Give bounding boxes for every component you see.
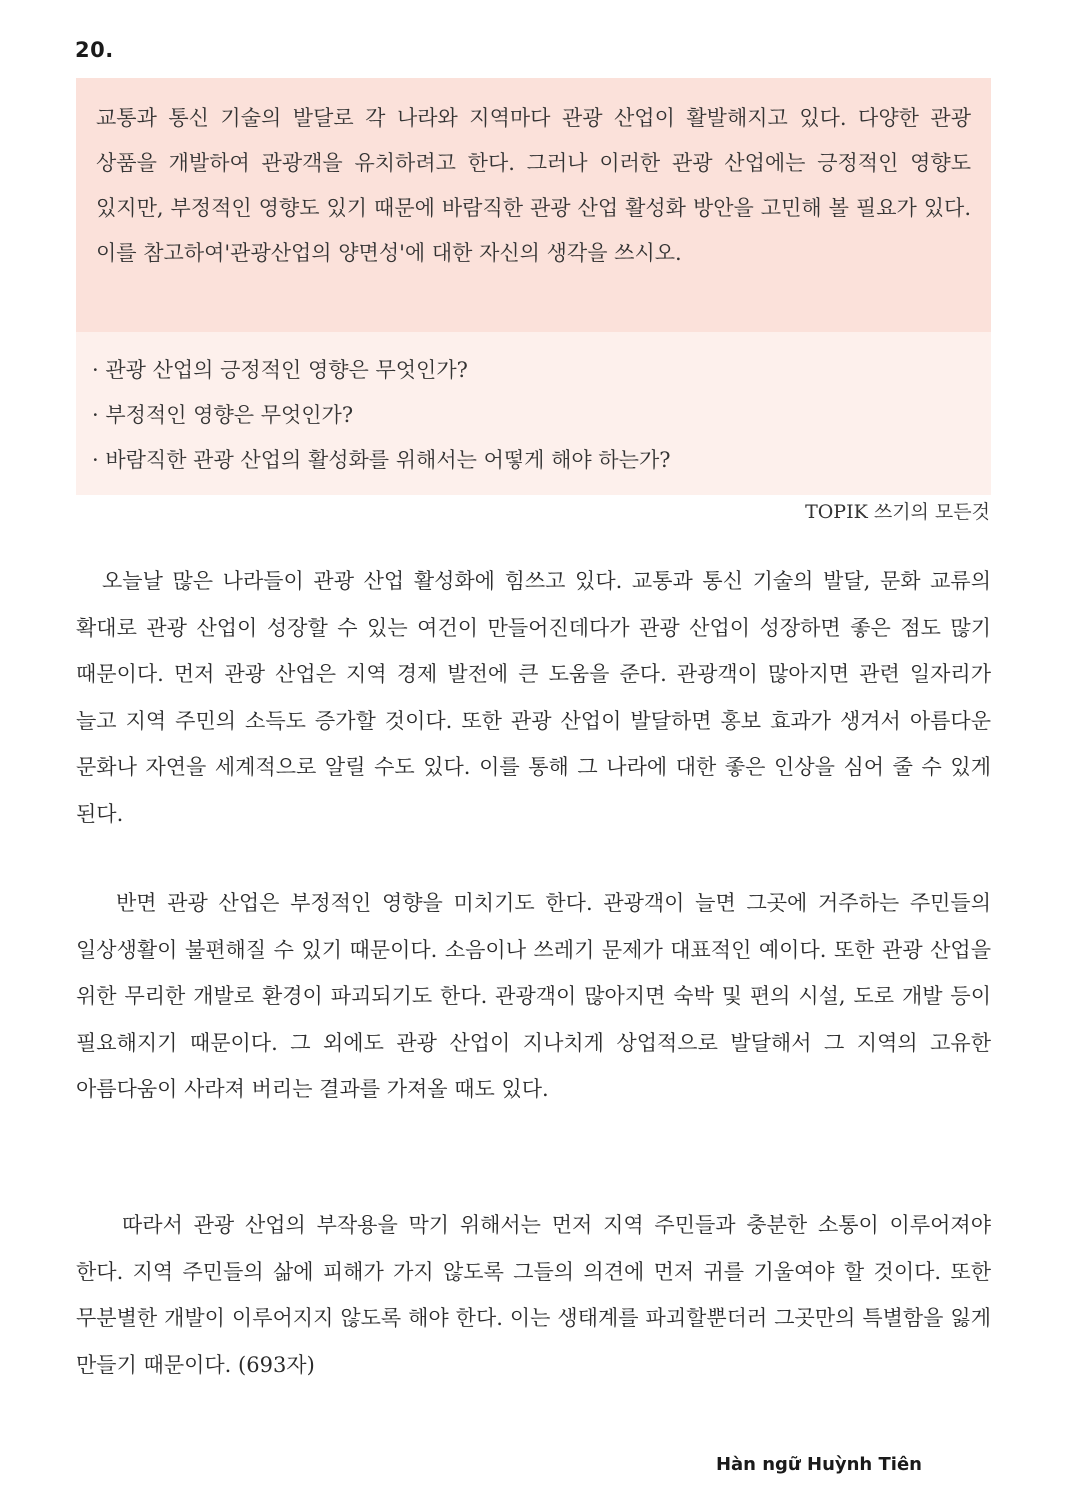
author-signature: Hàn ngữ Huỳnh Tiên: [715, 1454, 922, 1475]
prompt-box: [76, 78, 991, 332]
essay-paragraph-1: 오늘날 많은 나라들이 관광 산업 활성화에 힘쓰고 있다. 교통과 통신 기술의 발달, 문화 교류의 확대로 관광 산업이 성장할 수 있는 여건이 만들어진데다가 관광 산업이 성장하면 좋은 점도 많기 때문이다. 먼저 관광 산업은 지역 경제 발전에 큰 도움을 준다. 관광객이 많아지면 관련 일자리가 늘고 지역 주민의 소득도 증가할 것이다. 또한 관광 산업이 발달하면 홍보 효과가 생겨서 아름다운 문화나 자연을 세계적으로 알릴 수도 있다. 이를 통해 그 나라에 대한 좋은 인상을 심어 줄 수 있게 된다.: [76, 569, 991, 826]
question-number: 20.: [75, 38, 114, 62]
guide-questions-box: [76, 332, 991, 495]
prompt-text: 교통과 통신 기술의 발달로 각 나라와 지역마다 관광 산업이 활발해지고 있다. 다양한 관광 상품을 개발하여 관광객을 유치하려고 한다. 그러나 이러한 관광 산업에는 긍정적인 영향도 있지만, 부정적인 영향도 있기 때문에 바람직한 관광 산업 활성화 방안을 고민해 볼 필요가 있다. 이를 참고하여'관광산업의 양면성'에 대한 자신의 생각을 쓰시오.: [96, 106, 971, 265]
guide-question: · 바람직한 관광 산업의 활성화를 위해서는 어떻게 해야 하는가?: [92, 448, 671, 472]
essay-paragraph-2: 반면 관광 산업은 부정적인 영향을 미치기도 한다. 관광객이 늘면 그곳에 거주하는 주민들의 일상생활이 불편해질 수 있기 때문이다. 소음이나 쓰레기 문제가 대표적인 예이다. 또한 관광 산업을 위한 무리한 개발로 환경이 파괴되기도 한다. 관광객이 많아지면 숙박 및 편의 시설, 도로 개발 등이 필요해지기 때문이다. 그 외에도 관광 산업이 지나치게 상업적으로 발달해서 그 지역의 고유한 아름다움이 사라져 버리는 결과를 가져올 때도 있다.: [76, 891, 991, 1101]
guide-question: · 관광 산업의 긍정적인 영향은 무엇인가?: [92, 358, 468, 382]
guide-question: · 부정적인 영향은 무엇인가?: [92, 403, 354, 427]
essay-paragraph-3: 따라서 관광 산업의 부작용을 막기 위해서는 먼저 지역 주민들과 충분한 소통이 이루어져야 한다. 지역 주민들의 삶에 피해가 가지 않도록 그들의 의견에 먼저 귀를 기울여야 할 것이다. 또한 무분별한 개발이 이루어지지 않도록 해야 한다. 이는 생태계를 파괴할뿐더러 그곳만의 특별함을 잃게 만들기 때문이다. (693자): [76, 1213, 991, 1377]
source-credit: TOPIK 쓰기의 모든것: [805, 501, 990, 523]
